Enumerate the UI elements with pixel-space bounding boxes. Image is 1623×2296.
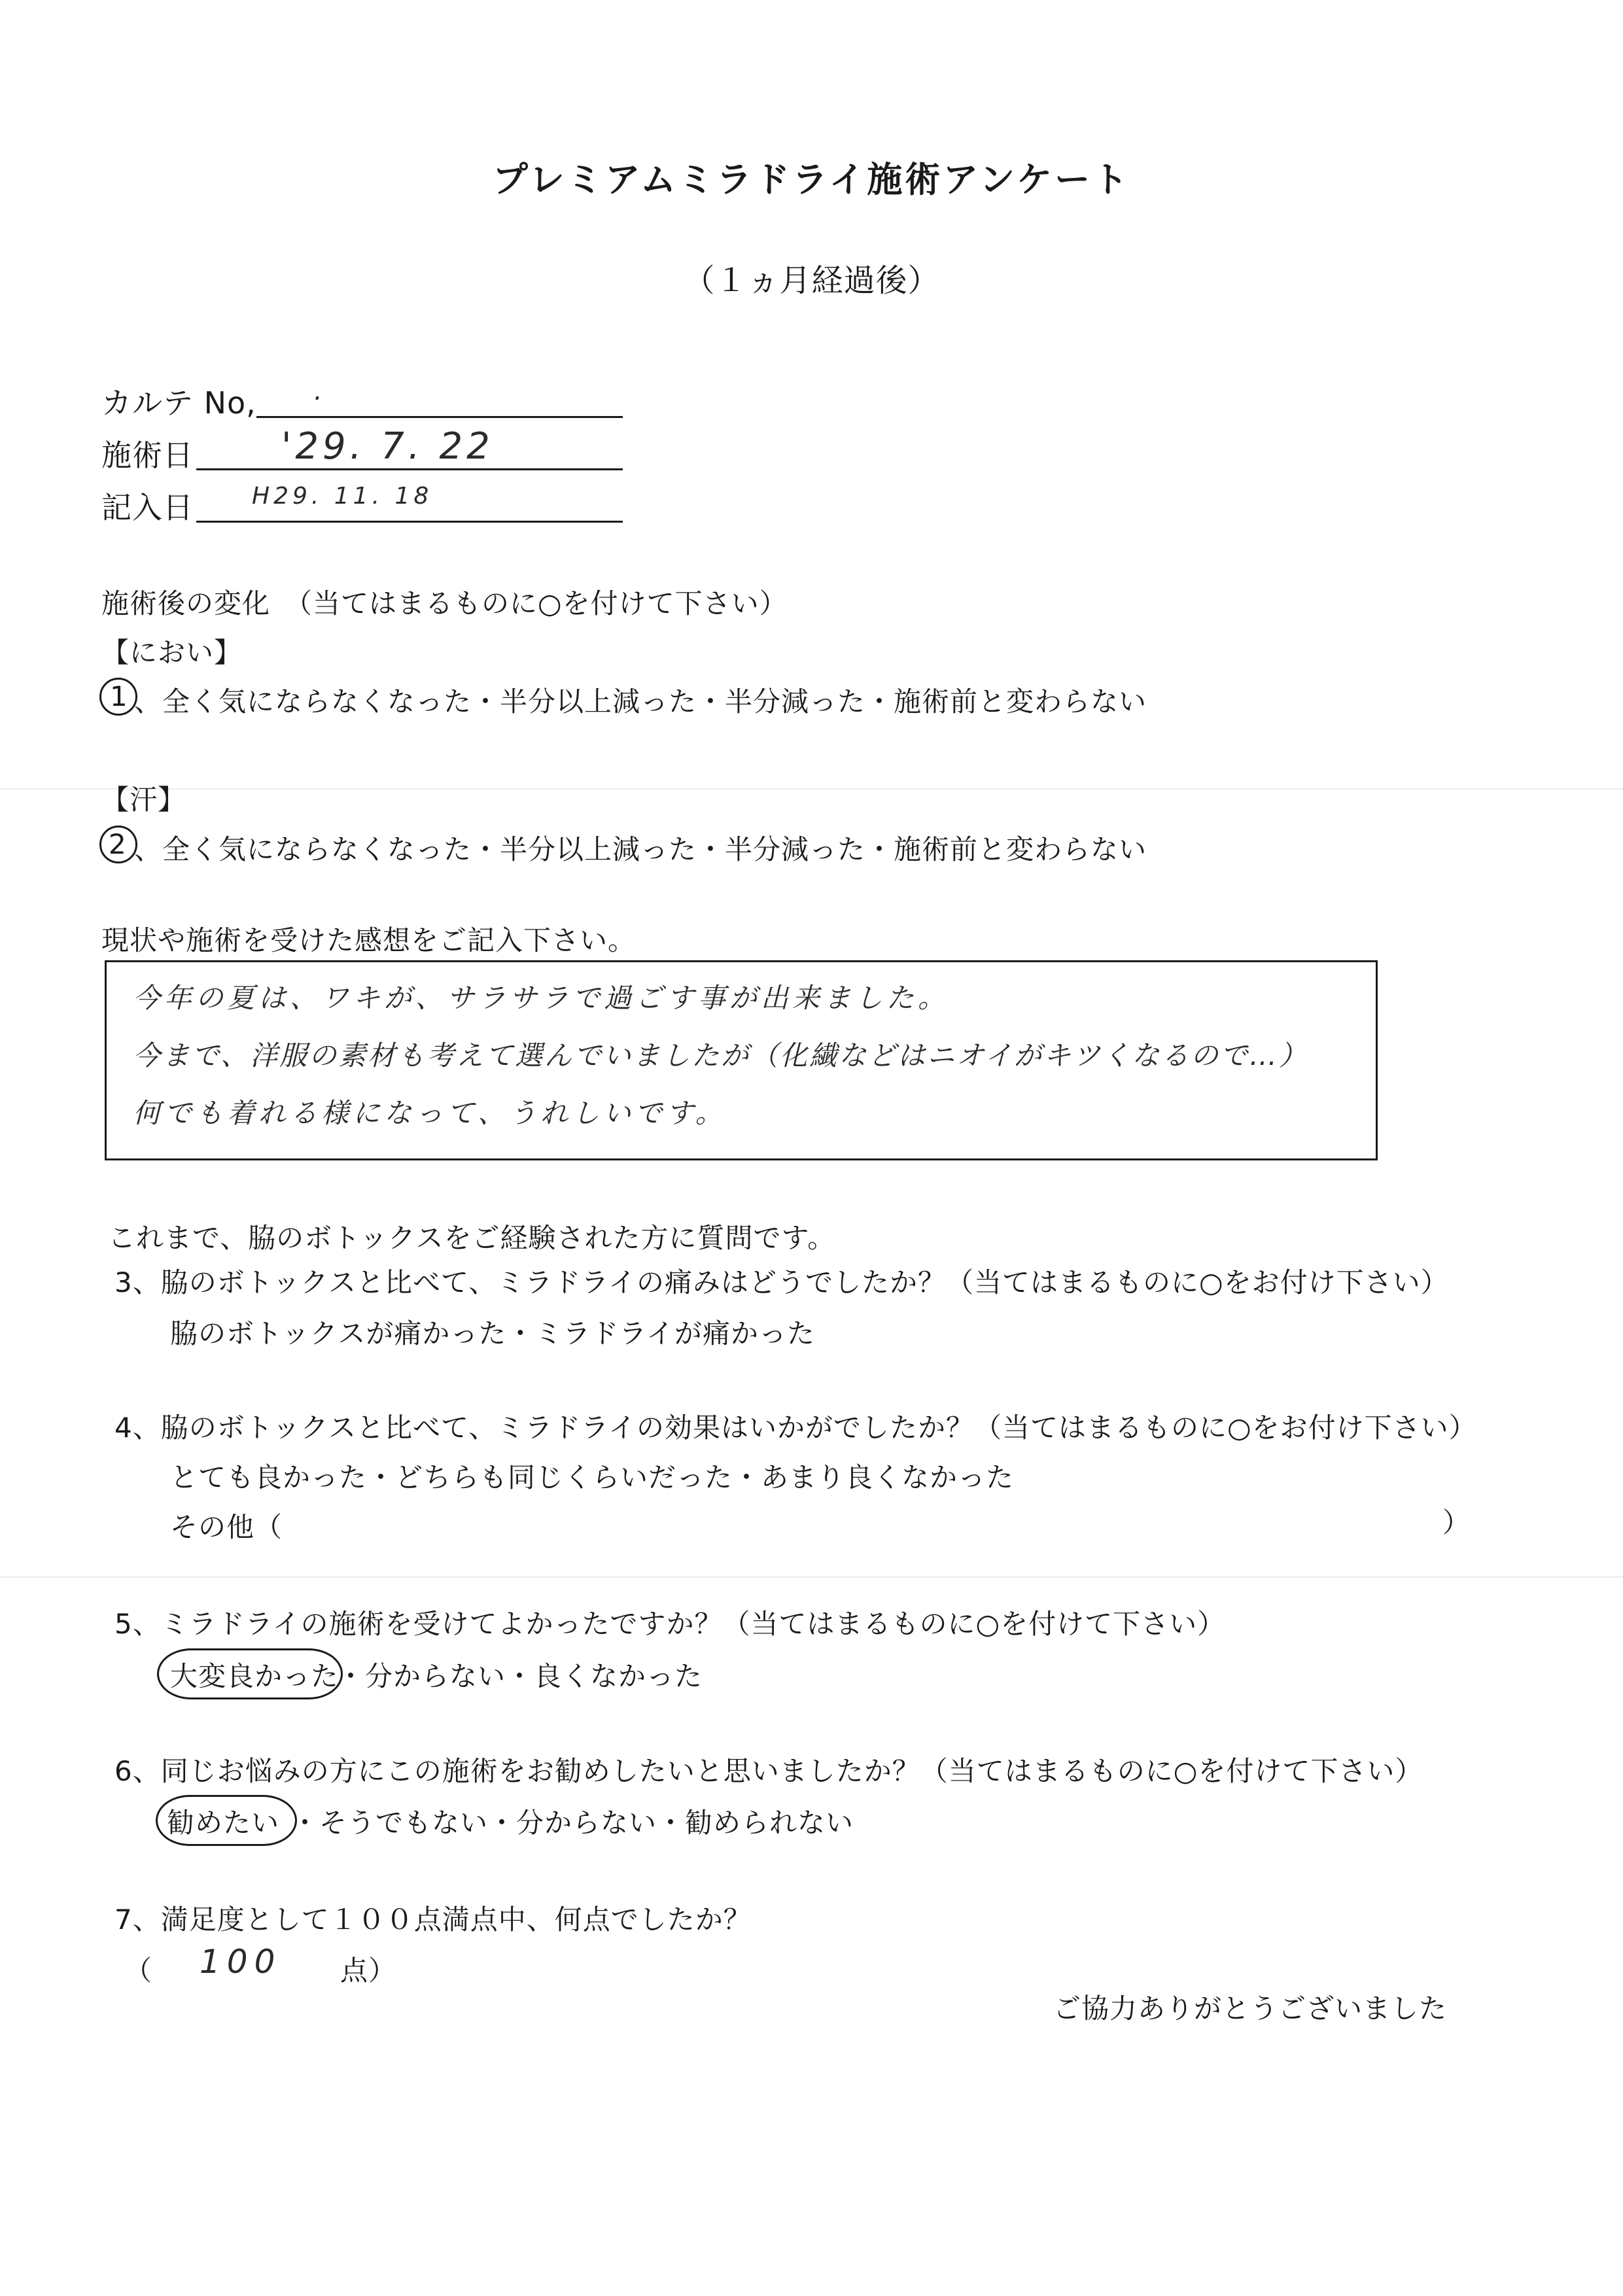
treatment-date-label: 施術日 — [101, 438, 194, 473]
question-6: 6、同じお悩みの方にこの施術をお勧めしたいと思いましたか？（当てはまるものに○を付けて下さい） — [114, 1755, 1423, 1787]
impression-line: 今年の夏は、ワキが、サラサラで過ごす事が出来ました。 — [133, 982, 950, 1014]
score-close-paren: 点） — [340, 1955, 397, 1987]
sweat-answer-number: 2 — [109, 828, 127, 860]
sweat-options: 、全く気にならなくなった・半分以上減った・半分減った・施術前と変わらない — [134, 833, 1147, 865]
impression-line: 何でも着れる様になって、うれしいです。 — [133, 1097, 727, 1129]
question-4-other: その他（ — [170, 1511, 283, 1543]
survey-title: プレミアムミラドライ施術アンケート — [492, 159, 1131, 200]
changes-heading: 施術後の変化 （当てはまるものに○を付けて下さい） — [101, 587, 788, 619]
karte-number-label: カルテ No, — [101, 385, 256, 421]
entry-date-value: H29. 11. 18 — [252, 483, 433, 510]
impressions-box — [105, 960, 1378, 1160]
sweat-label: 【汗】 — [101, 784, 186, 816]
fold-line — [0, 788, 1623, 790]
odor-options: 、全く気にならなくなった・半分以上減った・半分減った・施術前と変わらない — [134, 686, 1147, 718]
impressions-label: 現状や施術を受けた感想をご記入下さい。 — [101, 924, 637, 956]
impression-line: 今まで、洋服の素材も考えて選んでいましたが（化繊などはニオイがキツくなるので…） — [133, 1039, 1309, 1071]
question-5: 5、ミラドライの施術を受けてよかったですか？（当てはまるものに○を付けて下さい） — [114, 1608, 1226, 1640]
question-7: 7、満足度として１００点満点中、何点でしたか？ — [114, 1904, 752, 1936]
question-4-options: とても良かった・どちらも同じくらいだった・あまり良くなかった — [170, 1461, 1015, 1493]
karte-number-line — [256, 379, 623, 418]
treatment-date-value: '29. 7. 22 — [281, 425, 494, 468]
question-3: 3、脇のボトックスと比べて、ミラドライの痛みはどうでしたか？（当てはまるものに○をお付け下さい） — [114, 1266, 1449, 1298]
question-6-other-options: ・そうでもない・分からない・勧められない — [291, 1807, 854, 1839]
botox-intro: これまで、脇のボトックスをご経験された方に質問です。 — [108, 1222, 836, 1254]
fold-line — [0, 1576, 1623, 1578]
karte-number-value: . — [314, 376, 326, 406]
thanks-message: ご協力ありがとうございました — [1053, 1992, 1448, 2025]
question-4-other-close: ） — [1442, 1506, 1471, 1539]
question-5-selected: 大変良かった — [170, 1660, 340, 1692]
score-open-paren: （ — [124, 1955, 153, 1987]
question-4: 4、脇のボトックスと比べて、ミラドライの効果はいかがでしたか？（当てはまるものに○をお付け下さい） — [114, 1412, 1477, 1444]
question-3-options: 脇のボトックスが痛かった・ミラドライが痛かった — [170, 1317, 816, 1349]
survey-subtitle: （１ヵ月経過後） — [683, 262, 940, 299]
odor-answer-number: 1 — [110, 680, 128, 712]
entry-date-label: 記入日 — [101, 490, 194, 525]
odor-label: 【におい】 — [101, 636, 243, 669]
score-value: 100 — [200, 1943, 282, 1981]
question-5-other-options: ・分からない・良くなかった — [337, 1660, 703, 1692]
question-6-selected: 勧めたい — [167, 1807, 280, 1839]
